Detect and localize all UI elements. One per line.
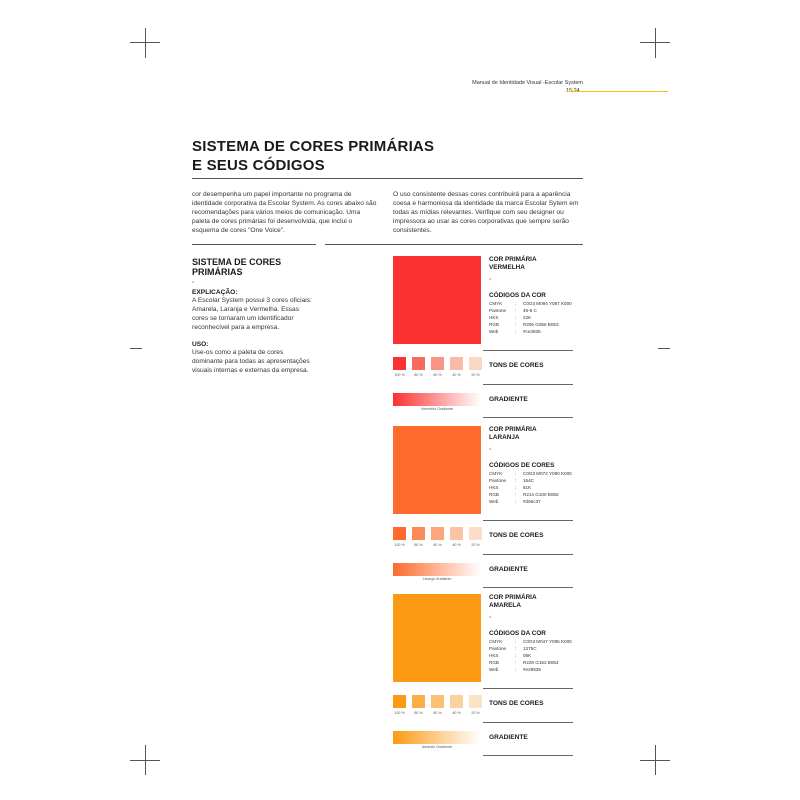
explanation-text: A Escolar System possui 3 cores oficiais: Amarela, Laranja e Vermelha. Essas cores se tornaram um identificador reconhecível para a empresa. <box>192 297 312 331</box>
code-separator: : <box>515 329 517 334</box>
code-value: 48-8 C <box>523 308 537 313</box>
page-title-line1: SISTEMA DE CORES PRIMÁRIAS <box>192 138 435 155</box>
code-value: R228 G152 B054 <box>523 660 559 665</box>
code-key: RGB <box>489 660 499 665</box>
color-dash: - <box>489 276 492 283</box>
tone-percent-label: 80 % <box>414 543 423 547</box>
gradient-divider <box>483 417 573 418</box>
code-value: R214 G100 B055 <box>523 492 559 497</box>
code-key: Pantone <box>489 646 507 651</box>
tones-divider <box>483 384 573 385</box>
primary-swatch <box>393 594 481 682</box>
code-separator: : <box>515 485 517 490</box>
color-title <box>489 594 537 609</box>
tones-title: TONS DE CORES <box>489 362 544 369</box>
code-separator: : <box>515 646 517 651</box>
tone-percent-label: 20 % <box>471 373 480 377</box>
page-title <box>192 137 434 175</box>
code-value: 1375C <box>523 646 537 651</box>
crop-mark <box>655 28 656 58</box>
codes-title: CÓDIGOS DA COR <box>489 292 546 299</box>
code-key: Web <box>489 667 499 672</box>
left-section <box>192 257 312 375</box>
code-key: Web <box>489 499 499 504</box>
code-separator: : <box>515 322 517 327</box>
code-row <box>489 653 572 660</box>
primary-swatch <box>393 256 481 344</box>
tones-divider <box>483 554 573 555</box>
code-row <box>489 492 572 499</box>
crop-mark <box>655 745 656 775</box>
tone-swatch <box>431 695 444 708</box>
color-title-line1: COR PRIMÁRIA <box>489 256 537 263</box>
tones-title: TONS DE CORES <box>489 532 544 539</box>
gradient-label: Amarelo Gradiente <box>421 745 453 749</box>
code-value: #d66c37 <box>523 499 541 504</box>
tone-percent-label: 60 % <box>433 543 442 547</box>
tone-percent-label: 80 % <box>414 373 423 377</box>
tone-percent-label: 100 % <box>394 373 405 377</box>
gradient-title: GRADIENTE <box>489 566 528 573</box>
code-row <box>489 485 572 492</box>
color-codes <box>489 471 572 506</box>
section-title-line2: PRIMÁRIAS <box>192 267 243 277</box>
tone-percent-label: 60 % <box>433 373 442 377</box>
code-separator: : <box>515 478 517 483</box>
tone-percent-label: 80 % <box>414 711 423 715</box>
codes-title: CÓDIGOS DE CORES <box>489 462 555 469</box>
code-value: C0O3 M072 Y090 K000 <box>523 471 572 476</box>
intro-divider-right <box>325 244 583 245</box>
tones-title: TONS DE CORES <box>489 700 544 707</box>
crop-mark <box>658 348 670 349</box>
code-separator: : <box>515 301 517 306</box>
crop-mark <box>130 348 142 349</box>
code-separator: : <box>515 639 517 644</box>
code-key: Web <box>489 329 499 334</box>
tone-percent-label: 60 % <box>433 711 442 715</box>
code-key: CMYK <box>489 471 503 476</box>
code-value: 164C <box>523 478 534 483</box>
code-separator: : <box>515 660 517 665</box>
tone-swatch <box>450 527 463 540</box>
tone-swatch <box>393 357 406 370</box>
gradient-divider <box>483 755 573 756</box>
code-value: #ce3835 <box>523 329 541 334</box>
color-title-line1: COR PRIMÁRIA <box>489 426 537 433</box>
crop-mark <box>145 745 146 775</box>
code-value: 81K <box>523 485 532 490</box>
gradient-title: GRADIENTE <box>489 734 528 741</box>
tone-percent-label: 20 % <box>471 543 480 547</box>
tone-swatch <box>393 527 406 540</box>
tone-percent-label: 40 % <box>452 711 461 715</box>
color-dash: - <box>489 446 492 453</box>
use-label: USO: <box>192 341 209 348</box>
tone-swatch <box>412 695 425 708</box>
code-row <box>489 646 572 653</box>
tone-swatch <box>469 527 482 540</box>
color-title-line2: VERMELHA <box>489 263 525 271</box>
code-row <box>489 322 572 329</box>
color-dash: - <box>489 614 492 621</box>
code-row <box>489 499 572 506</box>
tone-percent-label: 100 % <box>394 711 405 715</box>
code-value: R206 G056 B053 <box>523 322 559 327</box>
header-accent-line <box>566 91 668 92</box>
code-key: RGB <box>489 322 499 327</box>
code-row <box>489 471 572 478</box>
color-title-line2: LARANJA <box>489 433 520 441</box>
color-divider <box>483 350 573 351</box>
code-separator: : <box>515 308 517 313</box>
gradient-bar <box>393 393 481 406</box>
code-key: CMYK <box>489 301 503 306</box>
tone-swatch <box>431 357 444 370</box>
manual-title: Manual de Identidade Visual -Escolar System <box>472 80 583 86</box>
use-text: Use-os como a paleta de cores dominante para todas as apresentações visuais internas e externas da empresa. <box>192 349 310 374</box>
tone-swatch <box>412 527 425 540</box>
intro-divider-left <box>192 244 316 245</box>
code-separator: : <box>515 471 517 476</box>
code-row <box>489 667 572 674</box>
gradient-bar <box>393 731 481 744</box>
code-value: #e29836 <box>523 667 541 672</box>
color-divider <box>483 688 573 689</box>
color-divider <box>483 520 573 521</box>
code-separator: : <box>515 667 517 672</box>
tone-swatch <box>412 357 425 370</box>
code-key: Pantone <box>489 478 507 483</box>
color-codes <box>489 301 572 336</box>
tone-percent-label: 40 % <box>452 543 461 547</box>
code-row <box>489 329 572 336</box>
code-row <box>489 308 572 315</box>
tone-percent-label: 20 % <box>471 711 480 715</box>
gradient-bar <box>393 563 481 576</box>
gradient-label: Laranja Gradiente <box>422 577 452 581</box>
code-row <box>489 660 572 667</box>
title-divider <box>192 178 583 179</box>
code-separator: : <box>515 499 517 504</box>
code-key: CMYK <box>489 639 503 644</box>
code-separator: : <box>515 315 517 320</box>
code-key: HKS <box>489 485 499 490</box>
color-title <box>489 426 537 441</box>
gradient-title: GRADIENTE <box>489 396 528 403</box>
code-row <box>489 315 572 322</box>
section-title-line1: SISTEMA DE CORES <box>192 257 282 267</box>
explanation-label: EXPLICAÇÃO: <box>192 289 238 296</box>
code-key: HKS <box>489 653 499 658</box>
code-value: C0O3 M094 Y087 K000 <box>523 301 572 306</box>
code-separator: : <box>515 653 517 658</box>
tone-swatch <box>450 695 463 708</box>
codes-title: CÓDIGOS DA COR <box>489 630 546 637</box>
code-row <box>489 639 572 646</box>
tone-swatch <box>431 527 444 540</box>
tone-swatch <box>469 695 482 708</box>
tone-percent-label: 40 % <box>452 373 461 377</box>
code-value: 06K <box>523 653 532 658</box>
code-row <box>489 478 572 485</box>
code-value: 22K <box>523 315 532 320</box>
primary-swatch <box>393 426 481 514</box>
gradient-divider <box>483 587 573 588</box>
color-title <box>489 256 537 271</box>
code-key: RGB <box>489 492 499 497</box>
code-value: C0O3 M047 Y095 K000 <box>523 639 572 644</box>
intro-right-text: O uso consistente dessas cores contribuirá para a aparência coesa e harmoniosa da identidade da marca Escolar Sytem em todas as mídias relevantes. Verifique com seu designer ou impressora ao usar as cores corporativas que sempre serão consistentes. <box>393 191 579 234</box>
color-title-line2: AMARELA <box>489 601 521 609</box>
code-separator: : <box>515 492 517 497</box>
color-codes <box>489 639 572 674</box>
tone-swatch <box>469 357 482 370</box>
code-key: Pantone <box>489 308 507 313</box>
crop-mark <box>145 28 146 58</box>
code-key: HKS <box>489 315 499 320</box>
tone-percent-label: 100 % <box>394 543 405 547</box>
page-title-line2: E SEUS CÓDIGOS <box>192 157 325 174</box>
intro-left-text: cor desempenha um papel importante no programa de identidade corporativa da Escolar System. As cores abaixo são recomendações para vários meios de comunicação. Uma paleta de cores primárias foi desenvolvida, que inclui o esquema de cores "One Voice". <box>192 191 377 234</box>
tones-divider <box>483 722 573 723</box>
tone-swatch <box>393 695 406 708</box>
code-row <box>489 301 572 308</box>
tone-swatch <box>450 357 463 370</box>
section-dash: - <box>192 279 195 286</box>
color-title-line1: COR PRIMÁRIA <box>489 594 537 601</box>
gradient-label: Vermelho Gradiente <box>421 407 453 411</box>
